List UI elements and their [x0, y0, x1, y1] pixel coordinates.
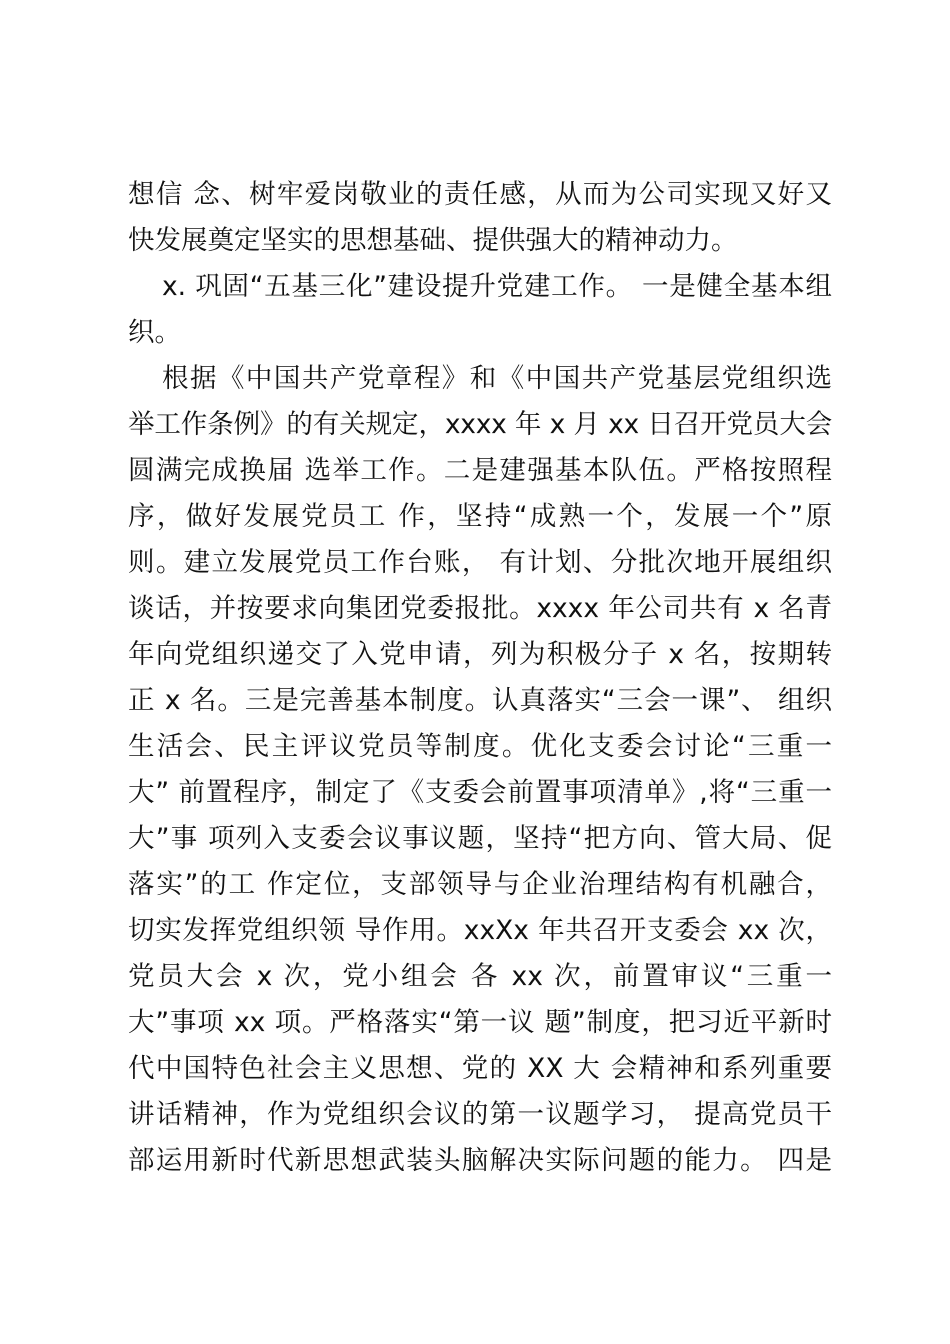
- text-line-11: 年向党组织递交了入党申请，列为积极分子 x 名，按期转: [128, 639, 832, 670]
- text-line-14: 大” 前置程序，制定了《支委会前置事项清单》,将“三重一: [128, 777, 832, 808]
- text-line-9: 则。建立发展党员工作台账， 有计划、分批次地开展组织: [128, 547, 832, 578]
- text-line-6: 举工作条例》的有关规定，xxxx 年 x 月 xx 日召开党员大会: [128, 409, 832, 440]
- text-line-21: 讲话精神，作为党组织会议的第一议题学习， 提高党员干: [128, 1099, 832, 1130]
- text-line-13: 生活会、民主评议党员等制度。优化支委会讨论“三重一: [128, 731, 832, 762]
- text-line-10: 谈话，并按要求向集团党委报批。xxxx 年公司共有 x 名青: [128, 593, 832, 624]
- text-line-19: 大”事项 xx 项。严格落实“第一议 题”制度，把习近平新时: [128, 1007, 832, 1038]
- text-line-4: 织。: [128, 317, 181, 348]
- text-line-5: 根据《中国共产党章程》和《中国共产党基层党组织选: [162, 363, 832, 394]
- text-line-15: 大”事 项列入支委会议事议题，坚持“把方向、管大局、促: [128, 823, 832, 854]
- text-line-12: 正 x 名。三是完善基本制度。认真落实“三会一课”、 组织: [128, 685, 832, 716]
- text-line-3: x. 巩固“五基三化”建设提升党建工作。 一是健全基本组: [162, 271, 832, 302]
- text-line-16: 落实”的工 作定位，支部领导与企业治理结构有机融合，: [128, 869, 832, 900]
- text-line-7: 圆满完成换届 选举工作。二是建强基本队伍。严格按照程: [128, 455, 832, 486]
- text-line-17: 切实发挥党组织领 导作用。xxXx 年共召开支委会 xx 次，: [128, 915, 832, 946]
- text-line-1: 想信 念、树牢爱岗敬业的责任感，从而为公司实现又好又: [128, 179, 832, 210]
- body-text: [128, 172, 832, 1184]
- text-line-8: 序，做好发展党员工 作，坚持“成熟一个，发展一个”原: [128, 501, 832, 532]
- text-line-20: 代中国特色社会主义思想、党的 XX 大 会精神和系列重要: [128, 1053, 832, 1084]
- text-line-22: 部运用新时代新思想武装头脑解决实际问题的能力。 四是: [128, 1145, 832, 1176]
- text-line-18: 党员大会 x 次，党小组会 各 xx 次，前置审议“三重一: [128, 961, 832, 992]
- text-line-2: 快发展奠定坚实的思想基础、提供强大的精神动力。: [128, 225, 738, 256]
